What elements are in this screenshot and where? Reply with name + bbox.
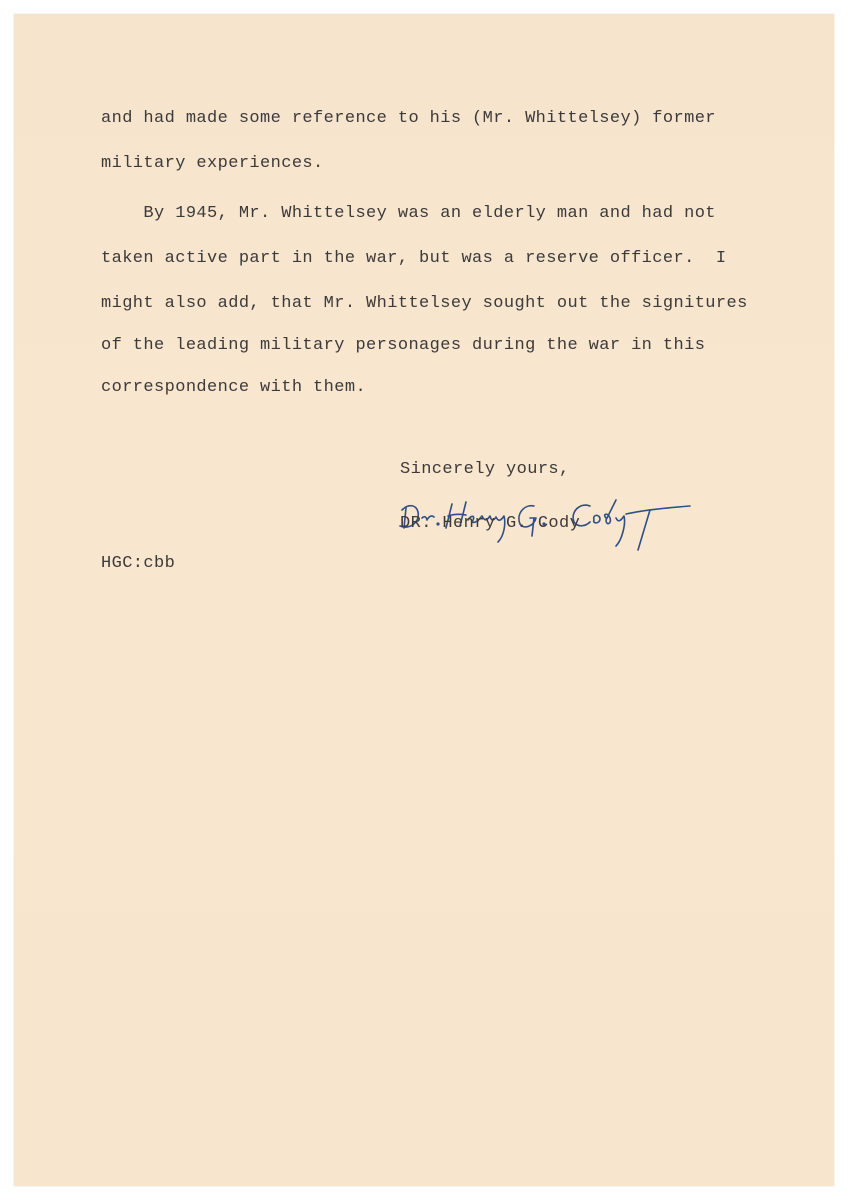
closing-salutation: Sincerely yours, [400,460,570,479]
body-line-5: might also add, that Mr. Whittelsey sought out the signitures [101,294,748,313]
body-line-1: and had made some reference to his (Mr. Whittelsey) former [101,109,716,128]
body-line-4: taken active part in the war, but was a reserve officer. I [101,249,727,268]
body-line-7: correspondence with them. [101,378,367,397]
letter-page [14,14,834,1186]
signer-name: DR. Henry G. Cody [400,514,581,533]
body-line-2: military experiences. [101,154,324,173]
reference-initials: HGC:cbb [101,554,176,573]
body-line-3: By 1945, Mr. Whittelsey was an elderly man and had not [101,204,716,223]
body-line-6: of the leading military personages during the war in this [101,336,706,355]
